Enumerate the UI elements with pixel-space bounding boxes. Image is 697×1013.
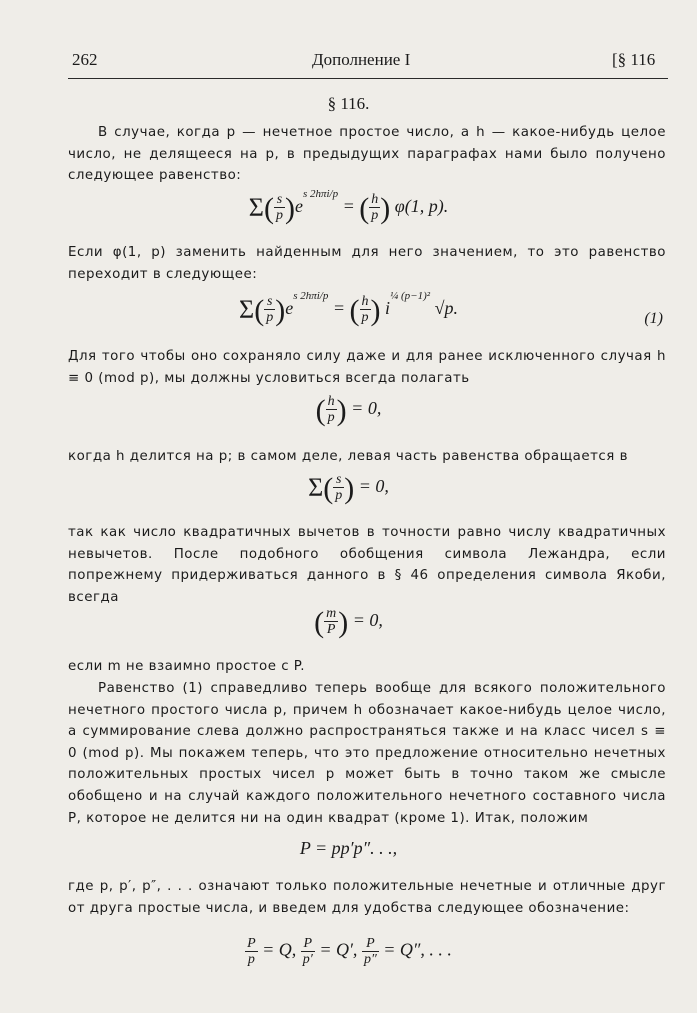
- paragraph-6: если m не взаимно простое с P.: [68, 659, 306, 674]
- paragraph-8: где p, p′, p″, . . . означают только положительные нечетные и отличные друг от друга простые числа, и введем для удобства следующее обозначение:: [68, 879, 666, 916]
- section-title: § 116.: [327, 94, 370, 113]
- paragraph-4: когда h делится на p; в самом деле, левая часть равенства обращается в: [68, 449, 628, 464]
- equation-7: $\frac{P}{p}$ = Q, $\frac{P}{p'}$ = Q′, $\frac{P}{p''}$ = Q″, . . .: [247, 936, 452, 967]
- header-title: Дополнение I: [312, 50, 411, 69]
- equation-1: Σ( $\frac{s}{p}$ )$e^{s 2h\pi i/p}$ = ( $\frac{h}{p}$ ) φ(1, p).: [248, 188, 449, 225]
- equation-1-rhs: φ(1, p).: [394, 196, 449, 216]
- equation-6: P = pp′p″. . .,: [299, 838, 398, 858]
- paragraph-1: В случае, когда p — нечетное простое число, а h — какое-нибудь целое число, не делящееся на p, в предыдущих параграфах нами было получено следующее равенство:: [68, 125, 666, 184]
- paragraph-2: Если φ(1, p) заменить найденным для него значением, то это равенство переходит в следующее:: [68, 245, 666, 282]
- running-header: [0, 50, 697, 76]
- header-section-ref: [§ 116: [612, 50, 656, 69]
- equation-2: Σ( $\frac{s}{p}$ )$e^{s 2h\pi i/p}$ = ( $\frac{h}{p}$ ) $i^{\frac{1}{4} (p-1)^2}$ √p. (1): [239, 290, 663, 327]
- paragraph-7: Равенство (1) справедливо теперь вообще для всякого положительного нечетного простого числа p, причем h обозначает какое-нибудь целое число, а суммирование слева должно распространяться также и на класс чисел s ≡ 0 (mod p). Мы покажем теперь, что это предложение относительно нечетных положительных простых чисел p может быть в точно таком же смысле обобщено и на случай каждого положительного нечетного составного числа P, которое не делится ни на один квадрат (кроме 1). Итак, положим: [68, 681, 666, 826]
- header-rule: [68, 78, 668, 79]
- equation-4-rhs: = 0,: [358, 476, 389, 496]
- equation-number: (1): [644, 310, 663, 327]
- equation-5: ( $\frac{m}{P}$ ) = 0,: [314, 606, 383, 639]
- equation-3: ( $\frac{h}{p}$ ) = 0,: [315, 394, 382, 427]
- paragraph-3: Для того чтобы оно сохраняло силу даже и для ранее исключенного случая h ≡ 0 (mod p), мы должны условиться всегда полагать: [68, 349, 666, 386]
- paragraph-5: так как число квадратичных вычетов в точности равно числу квадратичных невычетов. После подобного обобщения символа Лежандра, если попрежнему придерживаться данного в § 46 определения символа Якоби, всегда: [68, 525, 666, 605]
- equation-7-q2: = Q′,: [319, 939, 358, 960]
- equation-5-rhs: = 0,: [352, 610, 383, 630]
- equation-4: Σ( $\frac{s}{p}$ ) = 0,: [308, 472, 389, 505]
- page-number: 262: [72, 50, 98, 69]
- equation-7-q3: = Q″, . . .: [383, 939, 452, 960]
- equation-3-rhs: = 0,: [351, 398, 382, 418]
- equation-7-q1: = Q,: [262, 939, 297, 960]
